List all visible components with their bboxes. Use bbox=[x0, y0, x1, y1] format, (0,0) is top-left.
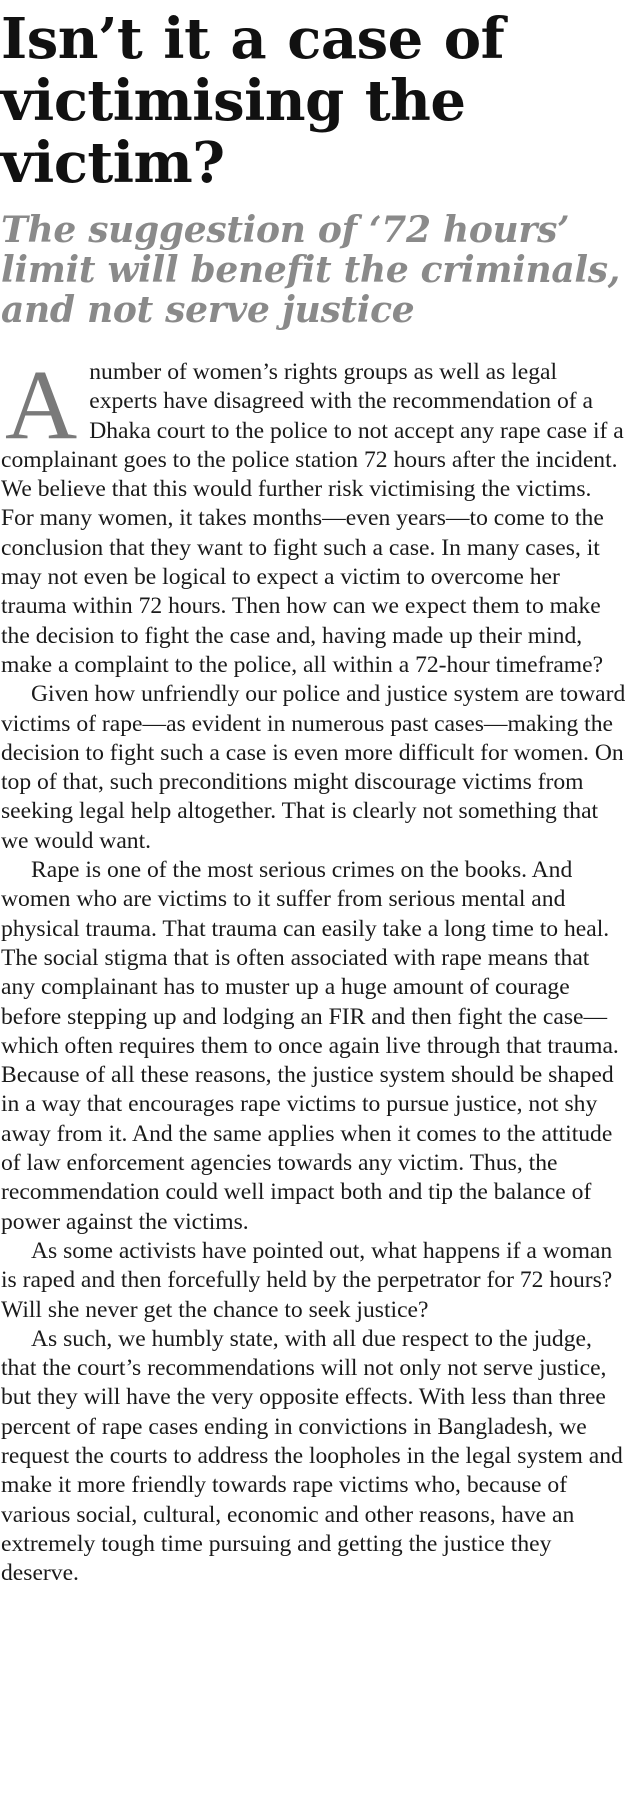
article-headline: Isn’t it a case of victimising the victim? bbox=[1, 6, 505, 196]
article-paragraph: As such, we humbly state, with all due respect to the judge, that the court’s recommendations will not only not serve justice, but they will have the very opposite effects. With less than three percent of rape cases ending in convictions in Bangladesh, we request the courts to address the loopholes in the legal system and make it more friendly towards rape victims who, because of various social, cultural, economic and other reasons, have an extremely tough time pursuing and getting the justice they deserve. bbox=[1, 1325, 623, 1587]
article-paragraph: As some activists have pointed out, what happens if a woman is raped and then forcefully held by the perpetrator for 72 hours? Will she never get the chance to seek justice? bbox=[1, 1237, 613, 1323]
paragraph-text: number of women’s rights groups as well as legal experts have disagreed with the recommendation of a Dhaka court to the police to not accept any rape case if a complainant goes to the police station 72 hours after the incident. We believe that this would further risk victimising the victims. For many women, it takes months—even years—to come to the conclusion that they want to fight such a case. In many cases, it may not even be logical to expect a victim to overcome her trauma within 72 hours. Then how can we expect them to make the decision to fight the case and, having made up their mind, make a complaint to the police, all within a 72-hour timeframe? bbox=[1, 359, 624, 678]
article-subheadline: The suggestion of ‘72 hours’ limit will benefit the criminals, and not serve justice bbox=[1, 209, 620, 331]
article-body bbox=[1, 349, 627, 1588]
article-paragraph: Given how unfriendly our police and justice system are toward victims of rape—as evident in numerous past cases—making the decision to fight such a case is even more difficult for women. On top of that, such preconditions might discourage victims from seeking legal help altogether. That is clearly not something that we would want. bbox=[1, 681, 626, 854]
article-paragraph: Rape is one of the most serious crimes on the books. And women who are victims to it suffer from serious mental and physical trauma. That trauma can easily take a long time to heal. The social stigma that is often associated with rape means that any complainant has to muster up a huge amount of courage before stepping up and lodging an FIR and then fight the case—which often requires them to once again live through that trauma. Because of all these reasons, the justice system should be shaped in a way that encourages rape victims to pursue justice, not shy away from it. And the same applies when it comes to the attitude of law enforcement agencies towards any victim. Thus, the recommendation could well impact both and tip the balance of power against the victims. bbox=[1, 857, 619, 1235]
article-paragraph bbox=[1, 349, 627, 680]
drop-cap: A bbox=[5, 349, 78, 460]
